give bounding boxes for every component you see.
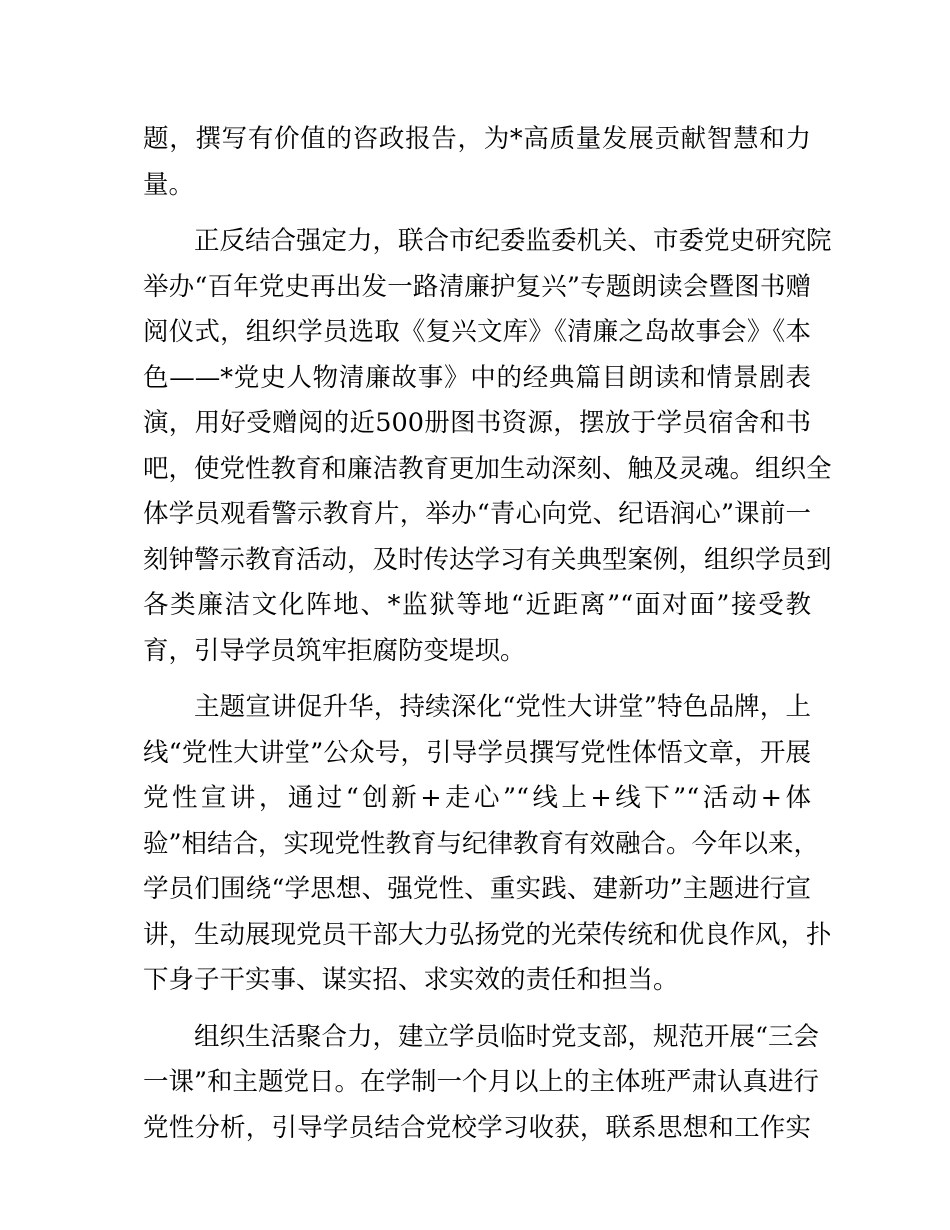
text-line: 演，用好受赠阅的近500册图书资源，摆放于学员宿舍和书 — [143, 408, 811, 438]
text-line: 量。 — [143, 169, 195, 200]
text-line: 育，引导学员筑牢拒腐防变堤坝。 — [143, 635, 526, 666]
text-line: 学员们围绕“学思想、强党性、重实践、建新功”主题进行宣 — [143, 874, 811, 904]
text-line: 讲，生动展现党员干部大力弘扬党的光荣传统和优良作风，扑 — [143, 919, 832, 950]
text-line: 正反结合强定力，联合市纪委监委机关、市委党史研究院 — [194, 226, 832, 256]
text-line: 色——*党史人物清廉故事》中的经典篇目朗读和情景剧表 — [143, 362, 811, 393]
text-line: 线“党性大讲堂”公众号，引导学员撰写党性体悟文章，开展 — [143, 737, 811, 768]
paragraph-2 — [143, 219, 832, 674]
text-line: 验”相结合，实现党性教育与纪律教育有效融合。今年以来， — [143, 828, 820, 859]
text-line: 题，撰写有价值的咨政报告，为*高质量发展贡献智慧和力 — [143, 124, 811, 154]
text-line: 各类廉洁文化阵地、*监狱等地“近距离”“面对面”接受教 — [143, 590, 811, 620]
text-line: 下身子干实事、谋实招、求实效的责任和担当。 — [143, 965, 679, 995]
text-line: 体学员观看警示教育片，举办“青心向党、纪语润心”课前一 — [143, 499, 811, 529]
text-line: 党性宣讲，通过“创新+走心”“线上+线下”“活动+体 — [143, 783, 811, 813]
paragraph-1 — [143, 117, 811, 208]
document-body — [143, 117, 832, 1162]
text-line: 举办“百年党史再出发一路清廉护复兴”专题朗读会暨图书赠 — [143, 271, 811, 302]
text-line: 主题宣讲促升华，持续深化“党性大讲堂”特色品牌，上 — [194, 692, 811, 722]
paragraph-4 — [143, 1015, 820, 1152]
paragraph-3 — [143, 685, 832, 1004]
text-line: 组织生活聚合力，建立学员临时党支部，规范开展“三会 — [194, 1021, 820, 1052]
text-line: 一课”和主题党日。在学制一个月以上的主体班严肃认真进行 — [143, 1067, 820, 1097]
text-line: 党性分析，引导学员结合党校学习收获，联系思想和工作实 — [143, 1112, 811, 1143]
text-line: 阅仪式，组织学员选取《复兴文库》《清廉之岛故事会》《本 — [143, 317, 811, 347]
text-line: 刻钟警示教育活动，及时传达学习有关典型案例，组织学员到 — [143, 544, 832, 575]
text-line: 吧，使党性教育和廉洁教育更加生动深刻、触及灵魂。组织全 — [143, 453, 832, 484]
